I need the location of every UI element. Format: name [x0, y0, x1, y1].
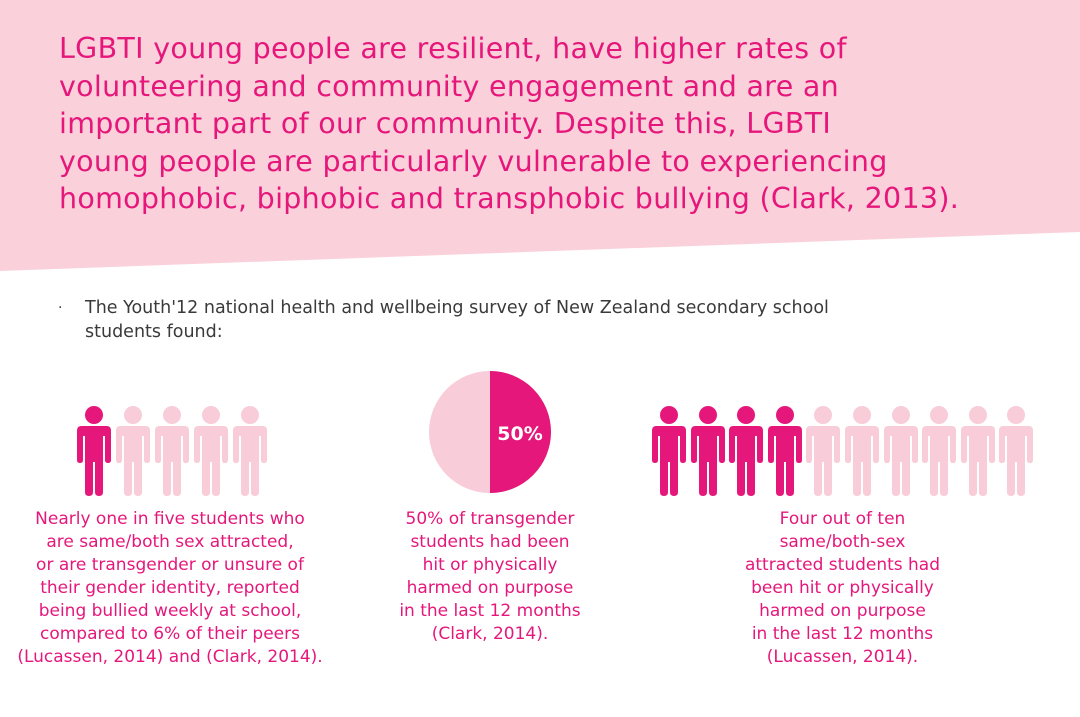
person-icon — [998, 406, 1034, 496]
caption-line: same/both-sex — [779, 532, 906, 552]
person-icon — [844, 406, 880, 496]
caption-line: Nearly one in five students who — [35, 509, 305, 529]
person-icon — [883, 406, 919, 496]
person-icon — [76, 406, 112, 496]
caption-transgender — [380, 508, 600, 646]
caption-line: attracted students had — [744, 555, 941, 575]
people-row-attracted — [651, 406, 1041, 496]
headline-line: LGBTI young people are resilient, have higher rates of — [59, 32, 847, 65]
survey-note — [58, 296, 958, 344]
caption-line: harmed on purpose — [759, 601, 926, 621]
person-icon — [921, 406, 957, 496]
caption-bullied — [0, 508, 340, 669]
person-icon — [154, 406, 190, 496]
person-icon — [115, 406, 151, 496]
person-icon — [690, 406, 726, 496]
caption-line: students had been — [410, 532, 570, 552]
caption-line: compared to 6% of their peers — [40, 624, 300, 644]
caption-line: been hit or physically — [751, 578, 934, 598]
people-row-bullied — [76, 406, 276, 496]
headline-line: homophobic, biphobic and transphobic bullying (Clark, 2013). — [59, 182, 960, 215]
caption-attracted — [700, 508, 985, 669]
caption-line: (Lucassen, 2014). — [766, 647, 919, 667]
person-icon — [767, 406, 803, 496]
caption-line: (Clark, 2014). — [431, 624, 549, 644]
person-icon — [960, 406, 996, 496]
caption-line: Four out of ten — [779, 509, 906, 529]
survey-line: The Youth'12 national health and wellbeing survey of New Zealand secondary school — [85, 298, 829, 318]
caption-line: hit or physically — [422, 555, 558, 575]
bullet-dot: · — [58, 300, 63, 316]
caption-line: are same/both sex attracted, — [46, 532, 294, 552]
headline — [59, 30, 1059, 218]
person-icon — [728, 406, 764, 496]
caption-line: or are transgender or unsure of — [36, 555, 304, 575]
person-icon — [805, 406, 841, 496]
survey-line: students found: — [85, 322, 223, 342]
caption-line: (Lucassen, 2014) and (Clark, 2014). — [17, 647, 323, 667]
headline-line: volunteering and community engagement and are an — [59, 69, 840, 103]
caption-line: harmed on purpose — [406, 578, 574, 598]
person-icon — [193, 406, 229, 496]
person-icon — [651, 406, 687, 496]
caption-line: 50% of transgender — [405, 509, 575, 529]
headline-line: young people are particularly vulnerable to experiencing — [59, 144, 888, 178]
pie-label: 50% — [497, 423, 543, 445]
caption-line: in the last 12 months — [399, 601, 581, 621]
person-icon — [232, 406, 268, 496]
caption-line: in the last 12 months — [751, 624, 934, 644]
caption-line: their gender identity, reported — [40, 578, 300, 598]
headline-line: important part of our community. Despite this, LGBTI — [59, 107, 832, 140]
pie-chart — [428, 368, 552, 498]
caption-line: being bullied weekly at school, — [38, 601, 302, 621]
